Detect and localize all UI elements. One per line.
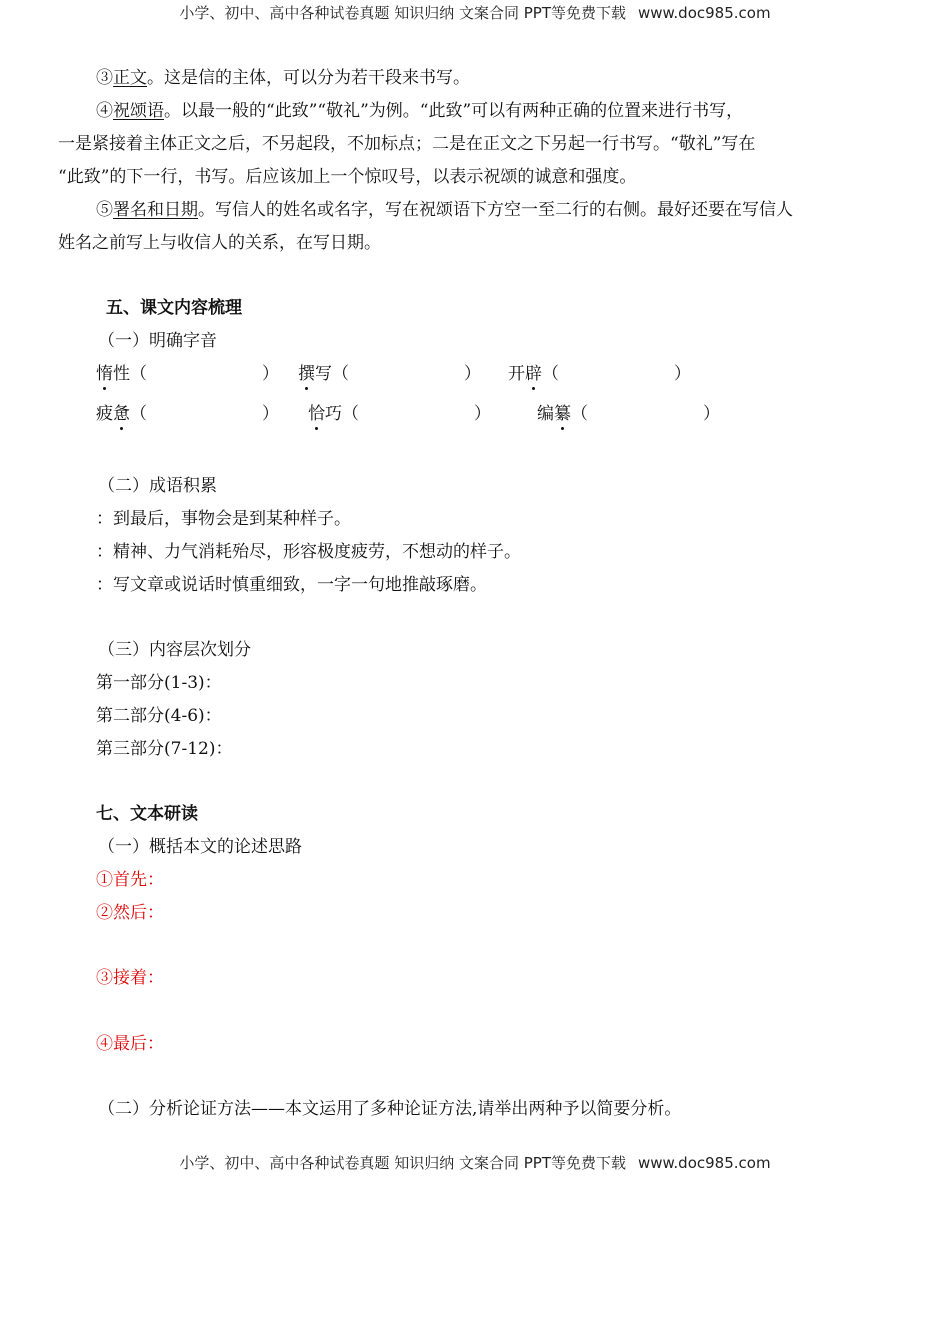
step-last: ④最后： [96, 1034, 164, 1054]
section-5-title: 五、课文内容梳理 [106, 298, 242, 318]
idiom-item: ：到最后，事物会是到某种样子。 [96, 509, 351, 529]
subsection-pronunciation: （一）明确字音 [98, 331, 217, 351]
footer-url[interactable]: www.doc985.com [637, 1154, 771, 1172]
header-url[interactable]: www.doc985.com [637, 4, 771, 22]
part-item: 第二部分(4-6)： [96, 706, 222, 726]
subsection-argument-methods: （二）分析论证方法——本文运用了多种论证方法,请举出两种予以简要分析。 [98, 1099, 682, 1119]
pron-item: 撰写（ ） [298, 364, 481, 384]
section-7-title: 七、文本研读 [96, 804, 198, 824]
pron-item: 疲惫（ ） [96, 404, 279, 424]
part-item: 第三部分(7-12)： [96, 739, 233, 759]
term-zhusongyu: 祝颂语 [113, 101, 164, 121]
subsection-structure: （三）内容层次划分 [98, 640, 251, 660]
header-text: 小学、初中、高中各种试卷真题 知识归纳 文案合同 PPT等免费下载 [179, 4, 626, 22]
step-then: ②然后： [96, 903, 164, 923]
page-footer [0, 1152, 950, 1173]
term-signature-date: 署名和日期 [113, 200, 198, 220]
step-next: ③接着： [96, 968, 164, 988]
item-4-line-2: 一是紧接着主体正文之后，不另起段，不加标点；二是在正文之下另起一行书写。“敬礼”写在 [58, 134, 756, 154]
subsection-argument-flow: （一）概括本文的论述思路 [98, 837, 302, 857]
item-4-line-3: “此致”的下一行，书写。后应该加上一个惊叹号，以表示祝颂的诚意和强度。 [58, 167, 637, 187]
item-5-line-2: 姓名之前写上与收信人的关系，在写日期。 [58, 233, 381, 253]
idiom-item: ：写文章或说话时慎重细致，一字一句地推敲琢磨。 [96, 575, 487, 595]
item-4-zhusongyu: ④祝颂语。以最一般的“此致”“敬礼”为例。“此致”可以有两种正确的位置来进行书写， [96, 101, 744, 121]
item-5-signature-date: ⑤署名和日期。写信人的姓名或名字，写在祝颂语下方空一至二行的右侧。最好还要在写信人 [96, 200, 793, 220]
subsection-idioms: （二）成语积累 [98, 476, 217, 496]
footer-text: 小学、初中、高中各种试卷真题 知识归纳 文案合同 PPT等免费下载 [179, 1154, 626, 1172]
item-3-zhengwen: ③正文。这是信的主体，可以分为若干段来书写。 [96, 68, 470, 88]
step-first: ①首先： [96, 870, 164, 890]
part-item: 第一部分(1-3)： [96, 673, 222, 693]
page-header [0, 2, 950, 23]
pron-item: 开辟（ ） [508, 364, 691, 384]
pron-item: 编纂（ ） [537, 404, 720, 424]
pron-item: 恰巧（ ） [308, 404, 491, 424]
term-zhengwen: 正文 [113, 68, 147, 88]
pron-item: 惰性（ ） [96, 364, 279, 384]
idiom-item: ：精神、力气消耗殆尽，形容极度疲劳，不想动的样子。 [96, 542, 521, 562]
